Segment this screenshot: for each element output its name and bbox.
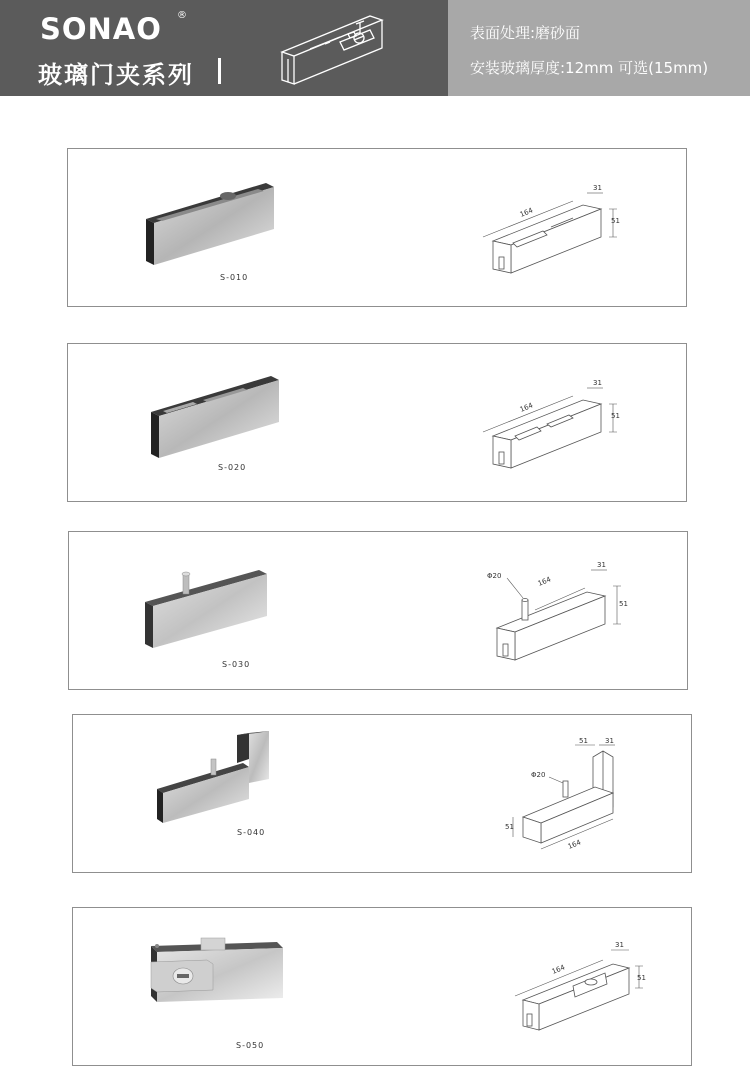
width-dimension: 31: [597, 561, 606, 569]
top-dimension: 51: [579, 737, 588, 745]
model-label: S-030: [222, 660, 251, 669]
product-photo-s050: [143, 928, 293, 1028]
header: [0, 0, 750, 96]
product-panel-s030: [68, 531, 688, 690]
pin-diameter-label: Φ20: [487, 572, 502, 580]
product-panel-s010: [67, 148, 687, 307]
product-photo-s010: [138, 171, 288, 271]
product-photo-s030: [141, 562, 281, 657]
door-clamp-outline-icon: [270, 4, 400, 94]
product-panel-s040: [72, 714, 692, 873]
header-light-band: [448, 0, 750, 96]
model-label: S-020: [218, 463, 247, 472]
length-dimension: 164: [518, 206, 535, 219]
glass-thickness-text: 安装玻璃厚度:12mm 可选(15mm): [470, 59, 709, 77]
model-label: S-010: [220, 273, 249, 282]
length-dimension: 164: [536, 575, 553, 588]
width-dimension: 31: [593, 184, 602, 192]
product-photo-s040: [153, 729, 283, 829]
header-dark-band: [0, 0, 448, 96]
height-dimension: 51: [611, 217, 620, 225]
series-title: 玻璃门夹系列: [38, 61, 194, 89]
height-dimension: 51: [505, 823, 514, 831]
product-photo-s020: [143, 364, 293, 464]
width-dimension: 31: [615, 941, 624, 949]
product-panel-s050: [72, 907, 692, 1066]
length-dimension: 164: [518, 401, 535, 414]
model-label: S-040: [237, 828, 266, 837]
model-label: S-050: [236, 1041, 265, 1050]
height-dimension: 51: [637, 974, 646, 982]
length-dimension: 164: [550, 963, 567, 976]
height-dimension: 51: [611, 412, 620, 420]
technical-drawing-s040: [503, 737, 663, 862]
title-divider: [218, 58, 221, 84]
technical-drawing-s010: [473, 171, 653, 291]
width-dimension: 31: [605, 737, 614, 745]
brand-logo: SONAO: [40, 12, 162, 46]
length-dimension: 164: [566, 838, 583, 851]
technical-drawing-s020: [473, 366, 653, 486]
surface-treatment-text: 表面处理:磨砂面: [470, 24, 581, 42]
technical-drawing-s030: [477, 558, 657, 678]
width-dimension: 31: [593, 379, 602, 387]
height-dimension: 51: [619, 600, 628, 608]
product-panel-s020: [67, 343, 687, 502]
registered-mark: ®: [177, 10, 187, 21]
technical-drawing-s050: [493, 932, 673, 1052]
pin-diameter-label: Φ20: [531, 771, 546, 779]
